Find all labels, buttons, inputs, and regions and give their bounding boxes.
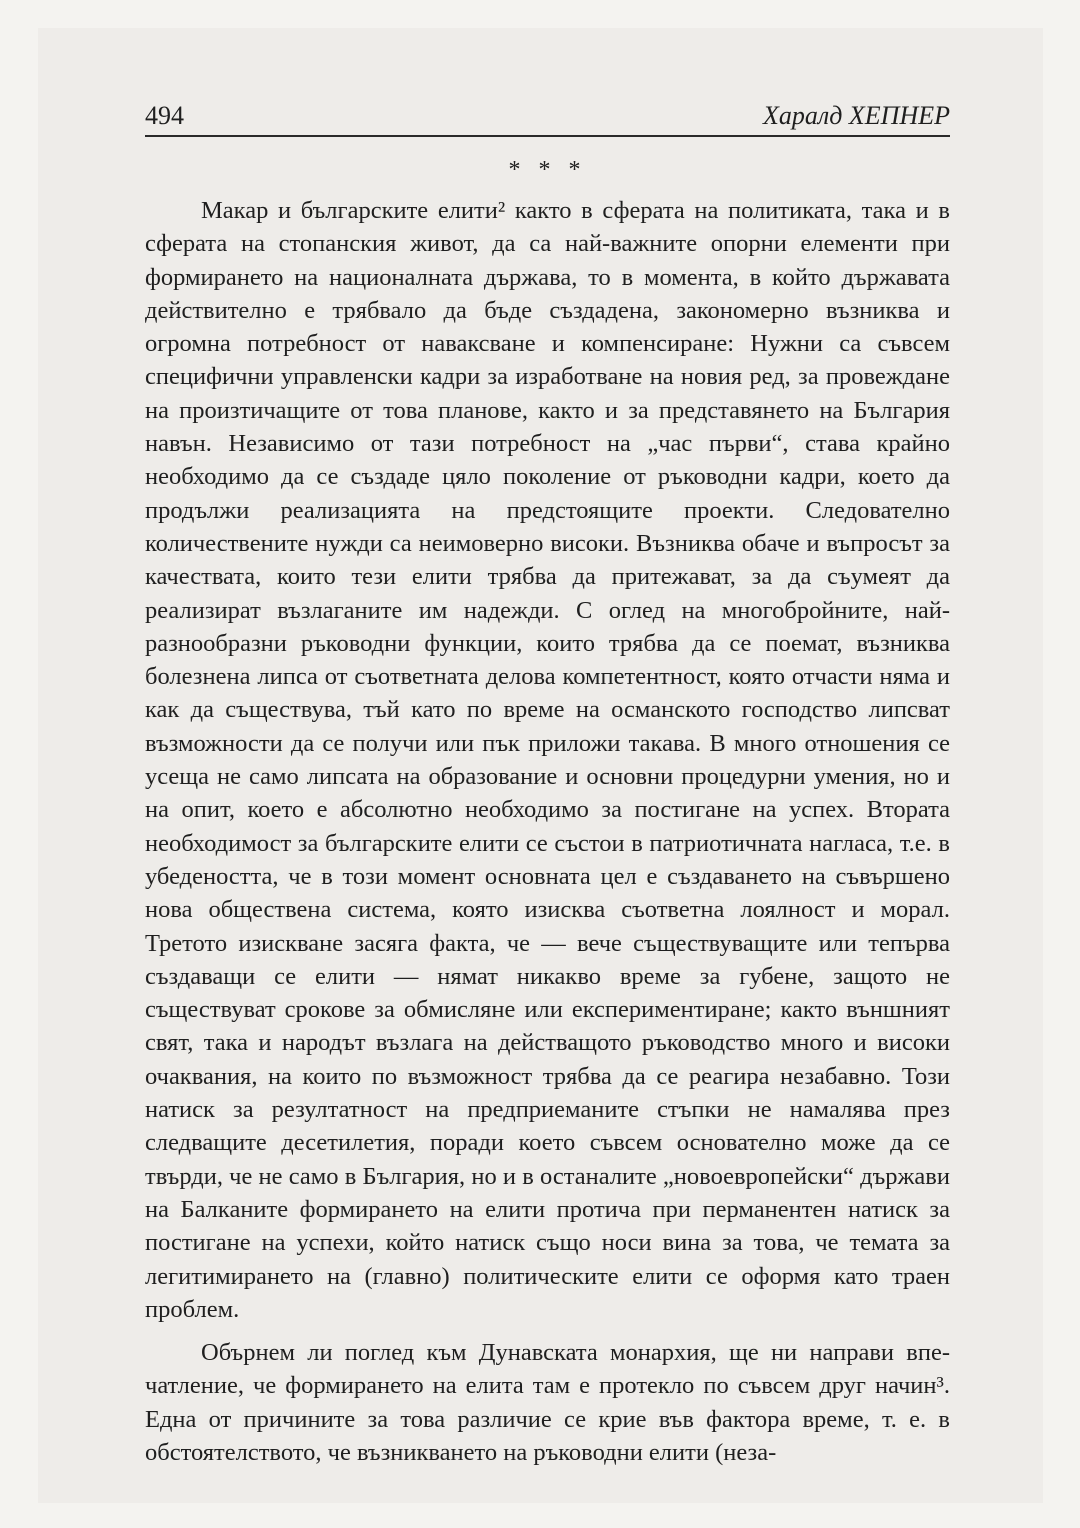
paragraph: Макар и българските елити² както в сферата на политиката, така и в сферата на стопанския живот, да са най-важните опорни елементи при формирането на националната държава, то в момента, в който държавата действително е трябвало да бъде създадена, закономерно възниква и огромна потребност от наваксване и компенсиране: Нужни са съвсем специфични управленски кадри за изработване на новия ред, за провеждане на произтичащите от това планове, както и за представянето на България навън. Независимо от тази потребност на „час първи“, става крайно необходимо да се създаде цяло поколение от ръководни кадри, което да продължи реализацията на предстоящите проекти. Следователно количествените нужди са неимоверно високи. Възниква обаче и въпросът за качествата, които тези елити трябва да притежават, за да съумеят да реализират възлаганите им надежди. С оглед на многобройните, най-разнообразни ръководни функции, които трябва да се поемат, възниква болезнена липса от съответната делова компетентност, която отчасти няма и как да съществува, тъй като по време на османското господство липсват възможности да се получи или пък приложи такава. В много отношения се усеща не само липсата на образование и основни процедурни умения, но и на опит, което е абсолютно необходимо за постигане на успех. Втората необходимост за българските елити се състои в патриотичната нагласа, т.е. в убедеността, че в този момент основната цел е създаването на съвършено нова обществена система, която изисква съответна лоялност и морал. Третото изискване засяга факта, че — вече съществуващите или тепърва създаващи се елити — нямат никакво време за губене, защото не съществуват срокове за обмисляне или експериментиране; както външният свят, така и народът възлага на действащото ръководство много и високи очаквания, на които по възможност трябва да се реагира незабавно. Този натиск за резултатност на предприеманите стъпки не намалява през следващите десетилетия, поради което съвсем основателно може да се твърди, че не само в България, но и в останалите „новоевропейски“ държави на Балканите формирането на елити протича при перманентен натиск за постигане на успехи, който натиск също носи вина за това, че темата за легитимирането на (главно) политическите елити се оформя като траен проблем. bbox=[145, 197, 950, 1323]
running-head: Харалд ХЕПНЕР bbox=[763, 101, 950, 130]
paragraph: Обърнем ли поглед към Дунавската монархия, ще ни направи впечатление, че формирането на елита там е протекло по съвсем друг начин³. Една от причините за това различие се крие във фактора време, т. е. в обстоятелството, че възникването на ръководни елити (неза- bbox=[145, 1339, 950, 1466]
section-separator: * * * bbox=[508, 157, 587, 183]
body-text bbox=[145, 152, 950, 1469]
page-header bbox=[145, 99, 950, 137]
page-number: 494 bbox=[145, 101, 184, 130]
